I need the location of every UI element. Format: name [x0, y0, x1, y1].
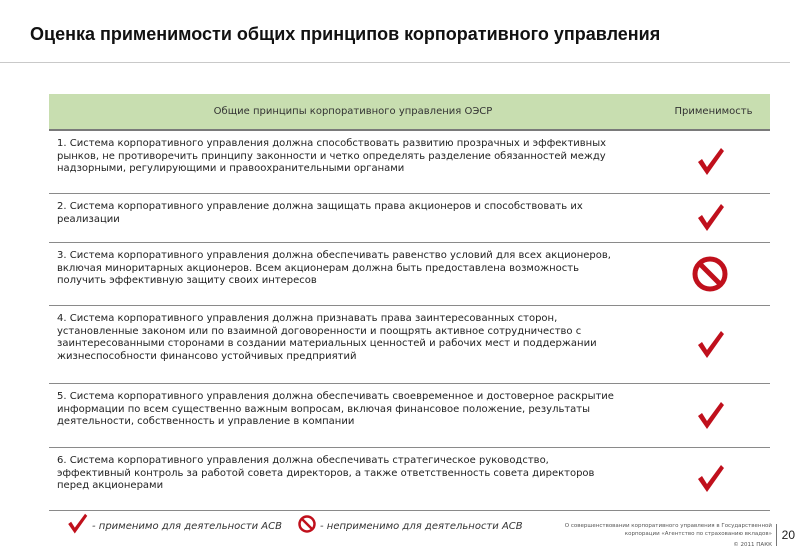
principle-text: 6. Система корпоративного управления должна обеспечивать стратегическое руководство, эффективный контроль за работой совета директоров, а также ответственность совета директоров перед акционерами: [57, 455, 595, 492]
table-row: [49, 194, 770, 243]
prohibited-icon: [298, 515, 316, 537]
table-row: [49, 131, 770, 194]
principle-text: 2. Система корпоративного управление должна защищать права акционеров и способствовать их реализации: [57, 201, 583, 225]
principle-text: 1. Система корпоративного управления должна способствовать развитию прозрачных и эффективных рынков, не противоречить принципу законности и четко определять разделение обязанностей между надзорными, регулирующими и правоохранительными органами: [57, 138, 607, 175]
page-title: Оценка применимости общих принципов корпоративного управления: [30, 24, 661, 44]
header-principles: Общие принципы корпоративного управления ОЭСР: [213, 106, 493, 117]
checkmark-icon: [66, 512, 88, 540]
applicability-cell: [649, 448, 770, 510]
page-number: 20: [776, 524, 795, 546]
principles-table: [49, 94, 770, 511]
legend: [66, 512, 526, 542]
principle-text: 4. Система корпоративного управления должна признавать права заинтересованных сторон, установленные законом или по взаимной договоренности и поощрять активное сотрудничество с заинтересованными сторонами в создании материальных ценностей и рабочих мест и поддержании жизнеспособности финансово устойчивых предприятий: [57, 313, 597, 362]
principle-text: 3. Система корпоративного управления должна обеспечивать равенство условий для всех акционеров, включая миноритарных акционеров. Всем акционерам должна быть предоставлена возможность получить эффективную защиту своих интересов: [57, 250, 611, 287]
table-row: [49, 243, 770, 306]
legend-applicable: [66, 512, 282, 540]
title-divider: [0, 62, 790, 63]
header-applicability: Применимость: [674, 106, 753, 117]
legend-not-applicable-label: - неприменимо для деятельности АСВ: [320, 520, 523, 532]
table-row: [49, 384, 770, 448]
applicability-cell: [649, 384, 770, 447]
legend-applicable-label: - применимо для деятельности АСВ: [92, 520, 282, 532]
principle-text: 5. Система корпоративного управления должна обеспечивать своевременное и достоверное раскрытие информации по всем существенно важным вопросам, включая финансовое положение, результаты деятельности, собственность и управление в компании: [57, 391, 614, 428]
table-header: [49, 94, 770, 131]
copyright: © 2011 ПАКК: [733, 542, 772, 548]
applicability-cell: [649, 131, 770, 193]
legend-not-applicable: [298, 515, 523, 537]
applicability-cell: [649, 306, 770, 383]
table-row: [49, 306, 770, 384]
table-row: [49, 448, 770, 511]
applicability-cell: [649, 194, 770, 242]
applicability-cell: [649, 243, 770, 305]
footer-note: О совершенствовании корпоративного управления в Государственной корпорации «Агентство по страхованию вкладов»: [564, 523, 772, 537]
